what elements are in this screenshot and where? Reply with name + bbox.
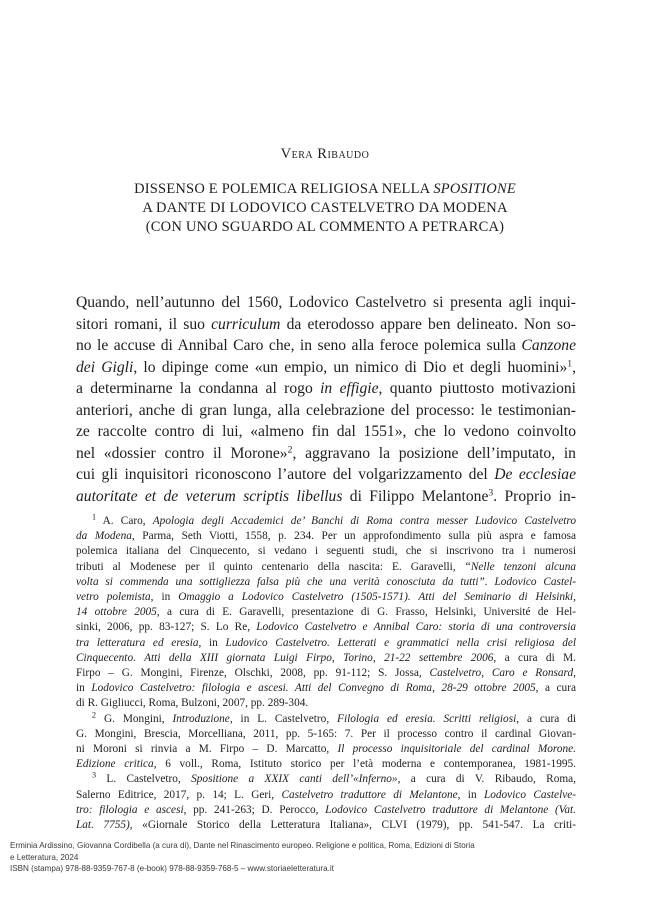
footnote-line: vetro polemista, in Omaggio a Lodovico Castelvetro (1505-1571). Atti del Seminario di Helsinki,: [76, 591, 577, 604]
footnote-line: $^1$ A. Caro, Apologia degli Accademici de’ Banchi di Roma contra messer Ludovico Castelvetro: [92, 512, 576, 527]
body-line: dei Gigli, lo dipinge come «un empio, un nimico di Dio et degli huomini»$^1$,: [76, 358, 576, 376]
title-line: A DANTE DI LODOVICO CASTELVETRO DA MODENA: [142, 200, 508, 216]
body-line: Quando, nell’autunno del 1560, Lodovico Castelvetro si presenta agli inqui-: [76, 294, 576, 311]
body-paragraph: [76, 292, 576, 507]
body-line: anteriori, anche di gran lunga, alla celebrazione del processo: le testimonian-: [76, 401, 576, 419]
footnote-ref: 3: [488, 487, 494, 499]
footnote-line: Edizione critica, 6 voll., Roma, Istituto storico per l’età moderna e contemporanea, 1981-1995.: [76, 758, 576, 771]
footnotes: [76, 514, 576, 833]
footnote-line: da Modena, Parma, Seth Viotti, 1558, p. 234. Per un approfondimento sulla più aspra e famosa: [76, 530, 577, 543]
footnote-ref: 1: [567, 358, 573, 370]
body-line: no le accuse di Annibal Caro che, in seno alla feroce polemica sulla Canzone: [76, 337, 576, 354]
footnote-line: tra letteratura ed eresia, in Ludovico Castelvetro. Letterati e grammatici nella crisi religiosa del: [76, 636, 577, 649]
body-line: autoritate et de veterum scriptis libellus di Filippo Melantone$^3$. Proprio in-: [76, 487, 576, 505]
footnote-line: $^2$ G. Mongini, Introduzione, in L. Castelvetro, Filologia ed eresia. Scritti religiosi, a cura di: [92, 710, 577, 725]
imprint-line: Erminia Ardissino, Giovanna Cordibella (a cura di), Dante nel Rinascimento europeo. Religione e politica, Roma, Edizioni di Storia: [10, 841, 475, 850]
footnote-line: Firpo – G. Mongini, Firenze, Olschki, 2008, pp. 91-112; S. Jossa, Castelvetro, Caro e Ronsard,: [76, 667, 576, 680]
footnote-line: G. Mongini, Brescia, Morcelliana, 2011, pp. 5-165: 7. Per il processo contro il cardinal Giovan-: [76, 727, 576, 740]
body-line: sitori romani, il suo curriculum da eterodosso appare ben delineato. Non so-: [76, 315, 576, 333]
title-italic: SPOSITIONE: [433, 181, 516, 197]
footnote-line: polemica italiana del Cinquecento, si vedano i seguenti studi, che si inscrivono tra i numerosi: [76, 545, 576, 558]
footnote-line: Lat. 7755), «Giornale Storico della Letteratura Italiana», CLVI (1979), pp. 541-547. La criti-: [76, 819, 576, 832]
footnote-ref: 2: [287, 444, 293, 456]
footnote-line: Salerno Editrice, 2017, p. 14; L. Geri, Castelvetro traduttore di Melantone, in Lodovico Castelve-: [76, 788, 577, 801]
footnote-line: Cinquecento. Atti della XIII giornata Luigi Firpo, Torino, 21-22 settembre 2006, a cura di M.: [76, 651, 576, 664]
imprint-line: ISBN (stampa) 978-88-9359-767-8 (e-book) 978-88-9359-768-5 – www.storiaeletteratura.it: [10, 864, 334, 873]
footnote-number: 2: [92, 710, 97, 720]
body-line: ze raccolte contro di lui, «almeno fin dal 1551», che lo vedono coinvolto: [76, 423, 576, 440]
footnote-line: volta si commenda una sottigliezza falsa più che una verità conosciuta da tutti”. Lodovico Castel-: [76, 575, 576, 588]
publication-imprint: [10, 840, 570, 875]
footnote-line: $^3$ L. Castelvetro, Spositione a XXIX canti dell’«Inferno», a cura di V. Ribaudo, Roma,: [92, 770, 576, 786]
footnote-number: 3: [92, 770, 97, 780]
author-name: Vera Ribaudo: [280, 146, 370, 162]
essay-title: [60, 180, 590, 237]
footnote-line: in Lodovico Castelvetro: filologia e ascesi. Atti del Convegno di Roma, 28-29 ottobre 2005, a cura: [76, 682, 576, 695]
footnote-line: ni Moroni si rinvia a M. Firpo – D. Marcatto, Il processo inquisitoriale del cardinal Morone.: [76, 743, 577, 756]
body-line: cui gli inquisitori riconoscono l’autore del volgarizzamento del De ecclesiae: [76, 466, 577, 483]
footnote-number: 1: [92, 512, 97, 522]
title-line: (CON UNO SGUARDO AL COMMENTO A PETRARCA): [145, 219, 505, 235]
imprint-line: e Letteratura, 2024: [10, 852, 79, 862]
title-line: [60, 180, 590, 199]
title-text: DISSENSO E POLEMICA RELIGIOSA NELLA: [134, 181, 434, 197]
footnote-line: tro: filologia e ascesi, pp. 241-263; D. Perocco, Lodovico Castelvetro traduttore di Melantone (Vat.: [76, 803, 576, 816]
footnote-line: 14 ottobre 2005, a cura di E. Garavelli, presentazione di G. Frasso, Helsinki, Université de Hel-: [76, 606, 576, 619]
body-line: a determinarne la condanna al rogo in effigie, quanto piuttosto motivazioni: [76, 380, 576, 397]
body-line: nel «dossier contro il Morone»$^2$, aggravano la posizione dell’imputato, in: [76, 444, 576, 462]
footnote-line: sinki, 2006, pp. 83-127; S. Lo Re, Lodovico Castelvetro e Annibal Caro: storia di una controversia: [76, 621, 576, 634]
footnote-line: tributi al Modenese per il quinto centenario della nascita: E. Garavelli, “Nelle tenzoni alcuna: [76, 560, 576, 573]
footnote-line: di R. Gigliucci, Roma, Bulzoni, 2007, pp. 289-304.: [76, 697, 309, 710]
